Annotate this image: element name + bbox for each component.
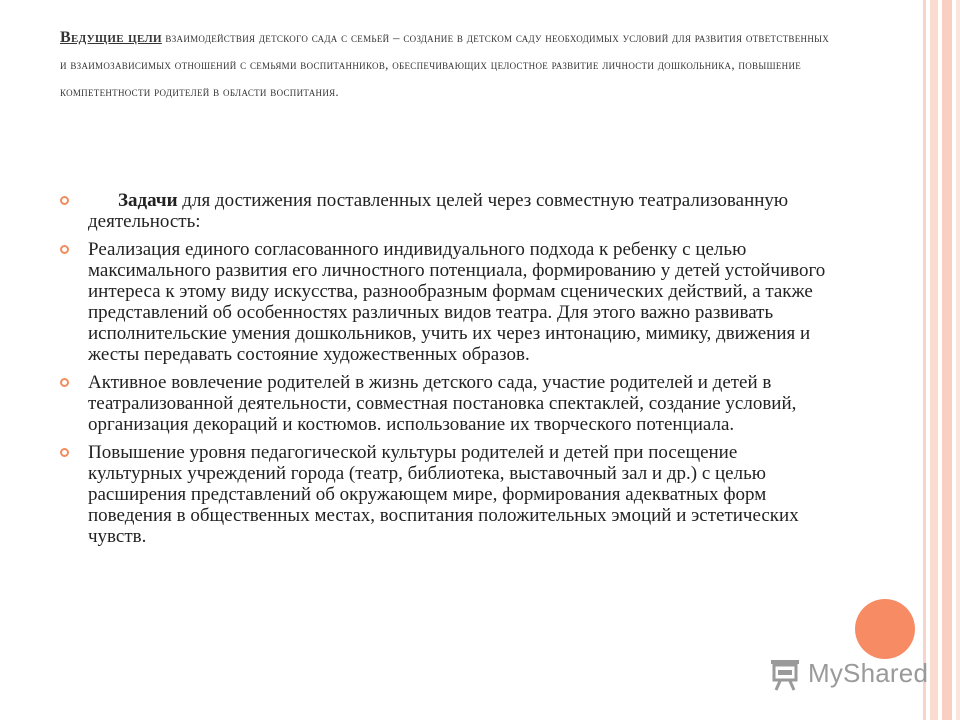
watermark-text: MyShared bbox=[808, 658, 929, 688]
title-rest: взаимодействия детского сада с семьей – создание в детском саду необходимых условий для развития ответственных и взаимозависимых отношений с семьями воспитанников, обеспечивающих целостное развитие личности дошкольника, повышение компетентности родителей в области воспитания. bbox=[60, 30, 830, 99]
list-item bbox=[60, 442, 830, 547]
item-text: для достижения поставленных целей через совместную театрализованную деятельность: bbox=[88, 190, 789, 232]
bullet-circle-icon bbox=[60, 378, 69, 387]
item-text: Повышение уровня педагогической культуры родителей и детей при посещение культурных учреждений города (театр, библиотека, выставочный зал и др.) с целью расширения представлений об окружающем мире, формирования адекватных форм поведения в общественных местах, воспитания положительных эмоций и эстетических чувств. bbox=[88, 442, 799, 547]
stripe bbox=[942, 0, 952, 720]
bullet-circle-icon bbox=[60, 196, 69, 205]
slide-title bbox=[60, 24, 830, 105]
decorative-circle bbox=[855, 599, 915, 659]
bullet-list bbox=[60, 190, 830, 554]
watermark-logo bbox=[768, 656, 928, 696]
stripe bbox=[923, 0, 926, 720]
item-lead: Задачи bbox=[118, 190, 178, 211]
item-text: Активное вовлечение родителей в жизнь детского сада, участие родителей и детей в театрализованной деятельности, совместная постановка спектаклей, создание условий, организация декораций и костюмов. использование их творческого потенциала. bbox=[88, 372, 797, 435]
list-item bbox=[60, 372, 830, 435]
bullet-circle-icon bbox=[60, 448, 69, 457]
stripe bbox=[930, 0, 938, 720]
item-text: Реализация единого согласованного индивидуального подхода к ребенку с целью максимального развития его личностного потенциала, формированию у детей устойчивого интереса к этому виду искусства, разнообразным формам сценических действий, а также представлений об особенностях различных видов театра. Для этого важно развивать исполнительские умения дошкольников, учить их через интонацию, мимику, движения и жесты передавать состояние художественных образов. bbox=[88, 239, 826, 365]
presentation-icon bbox=[768, 656, 802, 692]
title-lead: Ведущие цели bbox=[60, 29, 162, 46]
decorative-stripes bbox=[918, 0, 960, 720]
bullet-circle-icon bbox=[60, 245, 69, 254]
list-item bbox=[60, 239, 830, 365]
list-item bbox=[60, 190, 830, 232]
stripe bbox=[956, 0, 960, 720]
